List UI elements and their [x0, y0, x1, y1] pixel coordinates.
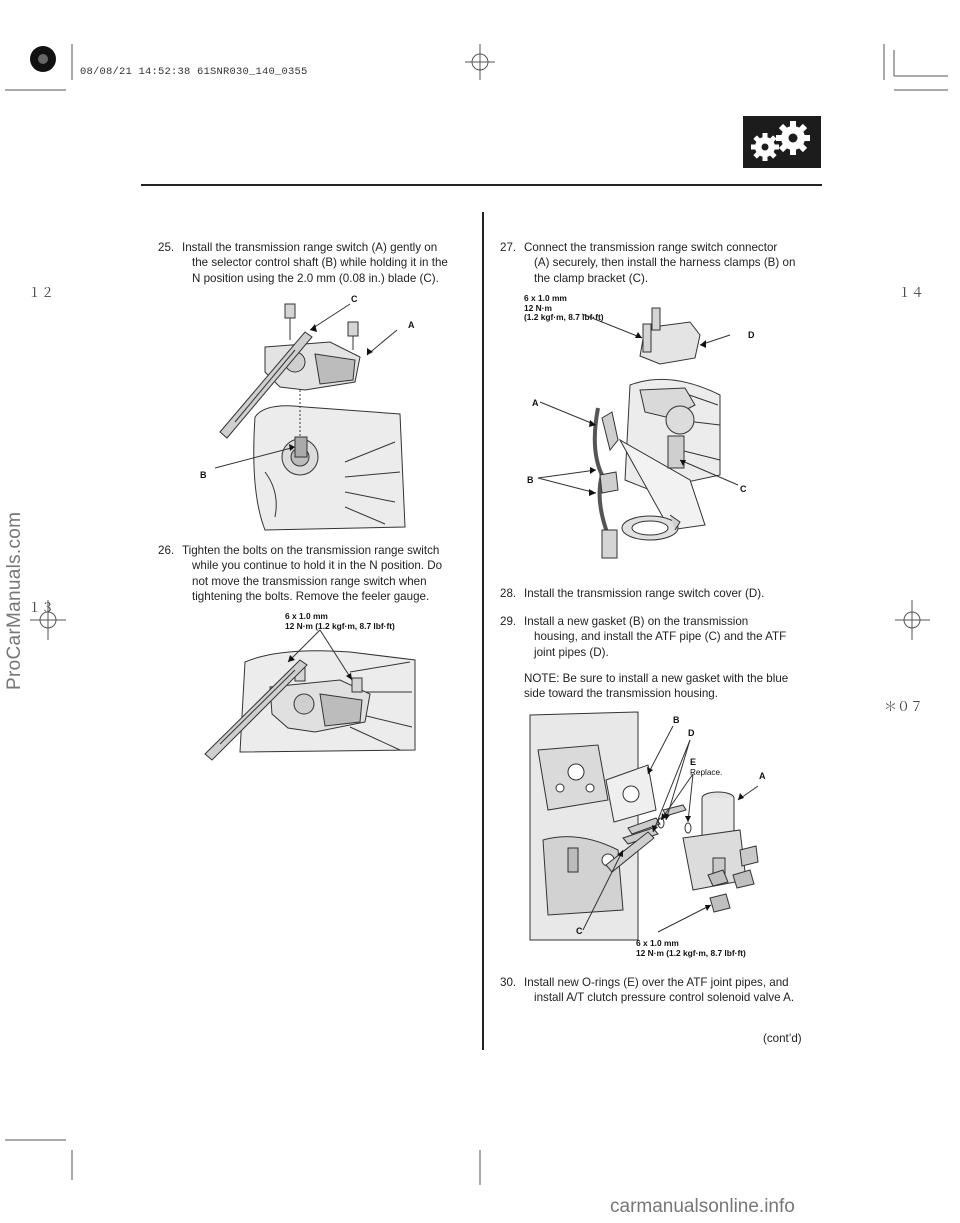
- figure-range-switch-tighten: [200, 632, 420, 757]
- spec-line: 12 N·m: [524, 302, 552, 313]
- step-line: tightening the bolts. Remove the feeler gauge.: [192, 590, 430, 604]
- edge-mark-right-top: １４: [898, 286, 925, 301]
- step-number: 26.: [158, 544, 175, 557]
- torque-spec: [636, 939, 746, 958]
- step-line: while you continue to hold it in the N position. Do: [192, 559, 443, 573]
- edge-mark-right-bottom: ＊０７: [884, 700, 924, 715]
- callout-a: A: [532, 398, 539, 408]
- figure-atf-pipes-solenoid: [528, 710, 768, 942]
- step-line: joint pipes (D).: [534, 645, 609, 659]
- spec-line: 6 x 1.0 mm: [285, 611, 328, 621]
- step-line: install A/T clutch pressure control solenoid valve A.: [534, 991, 795, 1005]
- callout-a: A: [408, 320, 415, 330]
- column-divider: [482, 212, 484, 1050]
- callout-c: C: [740, 484, 747, 494]
- print-timestamp: 08/08/21 14:52:38 61SNR030_140_0355: [80, 66, 308, 78]
- step-number: 28.: [500, 587, 517, 600]
- callout-d: D: [748, 330, 755, 340]
- callout-e: E: [690, 757, 697, 767]
- step-number: 25.: [158, 241, 175, 254]
- step-line: housing, and install the ATF pipe (C) and the ATF: [534, 630, 787, 644]
- figure-range-switch-install: [195, 292, 415, 542]
- step-line: not move the transmission range switch when: [192, 574, 427, 588]
- step-line: N position using the 2.0 mm (0.08 in.) blade (C).: [192, 271, 439, 285]
- step-29: [500, 614, 820, 660]
- figure-connector-harness: [520, 300, 750, 575]
- edge-mark-left-bottom: １３: [28, 601, 55, 616]
- spec-line: 12 N·m (1.2 kgf·m, 8.7 lbf·ft): [285, 620, 395, 631]
- callout-c: C: [576, 926, 583, 936]
- header-rule: [141, 184, 822, 186]
- step-line: the selector control shaft (B) while holding it in the: [192, 256, 448, 270]
- step-line: Connect the transmission range switch connector: [524, 241, 778, 254]
- callout-d: D: [688, 728, 695, 738]
- spec-line: 6 x 1.0 mm: [524, 293, 567, 303]
- note-line: side toward the transmission housing.: [524, 687, 718, 701]
- callout-b: B: [200, 470, 207, 480]
- step-line: (A) securely, then install the harness clamps (B) on: [534, 256, 796, 270]
- gears-icon: [743, 116, 821, 168]
- note: [524, 671, 824, 702]
- step-number: 29.: [500, 615, 517, 628]
- callout-a: A: [759, 771, 766, 781]
- watermark-carmanualsonline: carmanualsonline.info: [610, 1196, 795, 1217]
- continued-marker: (cont’d): [763, 1032, 802, 1045]
- callout-c: C: [351, 294, 358, 304]
- torque-spec: [285, 612, 395, 631]
- step-number: 27.: [500, 241, 517, 254]
- step-30: [500, 975, 820, 1006]
- step-27: [500, 240, 820, 286]
- step-line: Install new O-rings (E) over the ATF joint pipes, and: [524, 976, 789, 989]
- step-25: [158, 240, 468, 286]
- step-26: [158, 543, 468, 605]
- spec-line: 6 x 1.0 mm: [636, 938, 679, 948]
- step-line: Tighten the bolts on the transmission range switch: [182, 544, 440, 557]
- step-28: [500, 586, 820, 601]
- callout-b: B: [673, 715, 680, 725]
- watermark-procarmanuals: ProCarManuals.com: [4, 511, 25, 690]
- callout-b: B: [527, 475, 534, 485]
- edge-mark-left-top: １２: [28, 286, 55, 301]
- spec-line: 12 N·m (1.2 kgf·m, 8.7 lbf·ft): [636, 947, 746, 958]
- step-line: Install a new gasket (B) on the transmission: [524, 615, 749, 628]
- step-line: Install the transmission range switch (A) gently on: [182, 241, 438, 254]
- step-line: Install the transmission range switch cover (D).: [524, 587, 765, 600]
- section-badge: [743, 116, 821, 168]
- note-line: NOTE: Be sure to install a new gasket with the blue: [524, 672, 789, 685]
- step-line: the clamp bracket (C).: [534, 271, 649, 285]
- spec-line: (1.2 kgf·m, 8.7 lbf·ft): [524, 312, 604, 323]
- step-number: 30.: [500, 976, 517, 989]
- replace-note: Replace.: [690, 768, 723, 777]
